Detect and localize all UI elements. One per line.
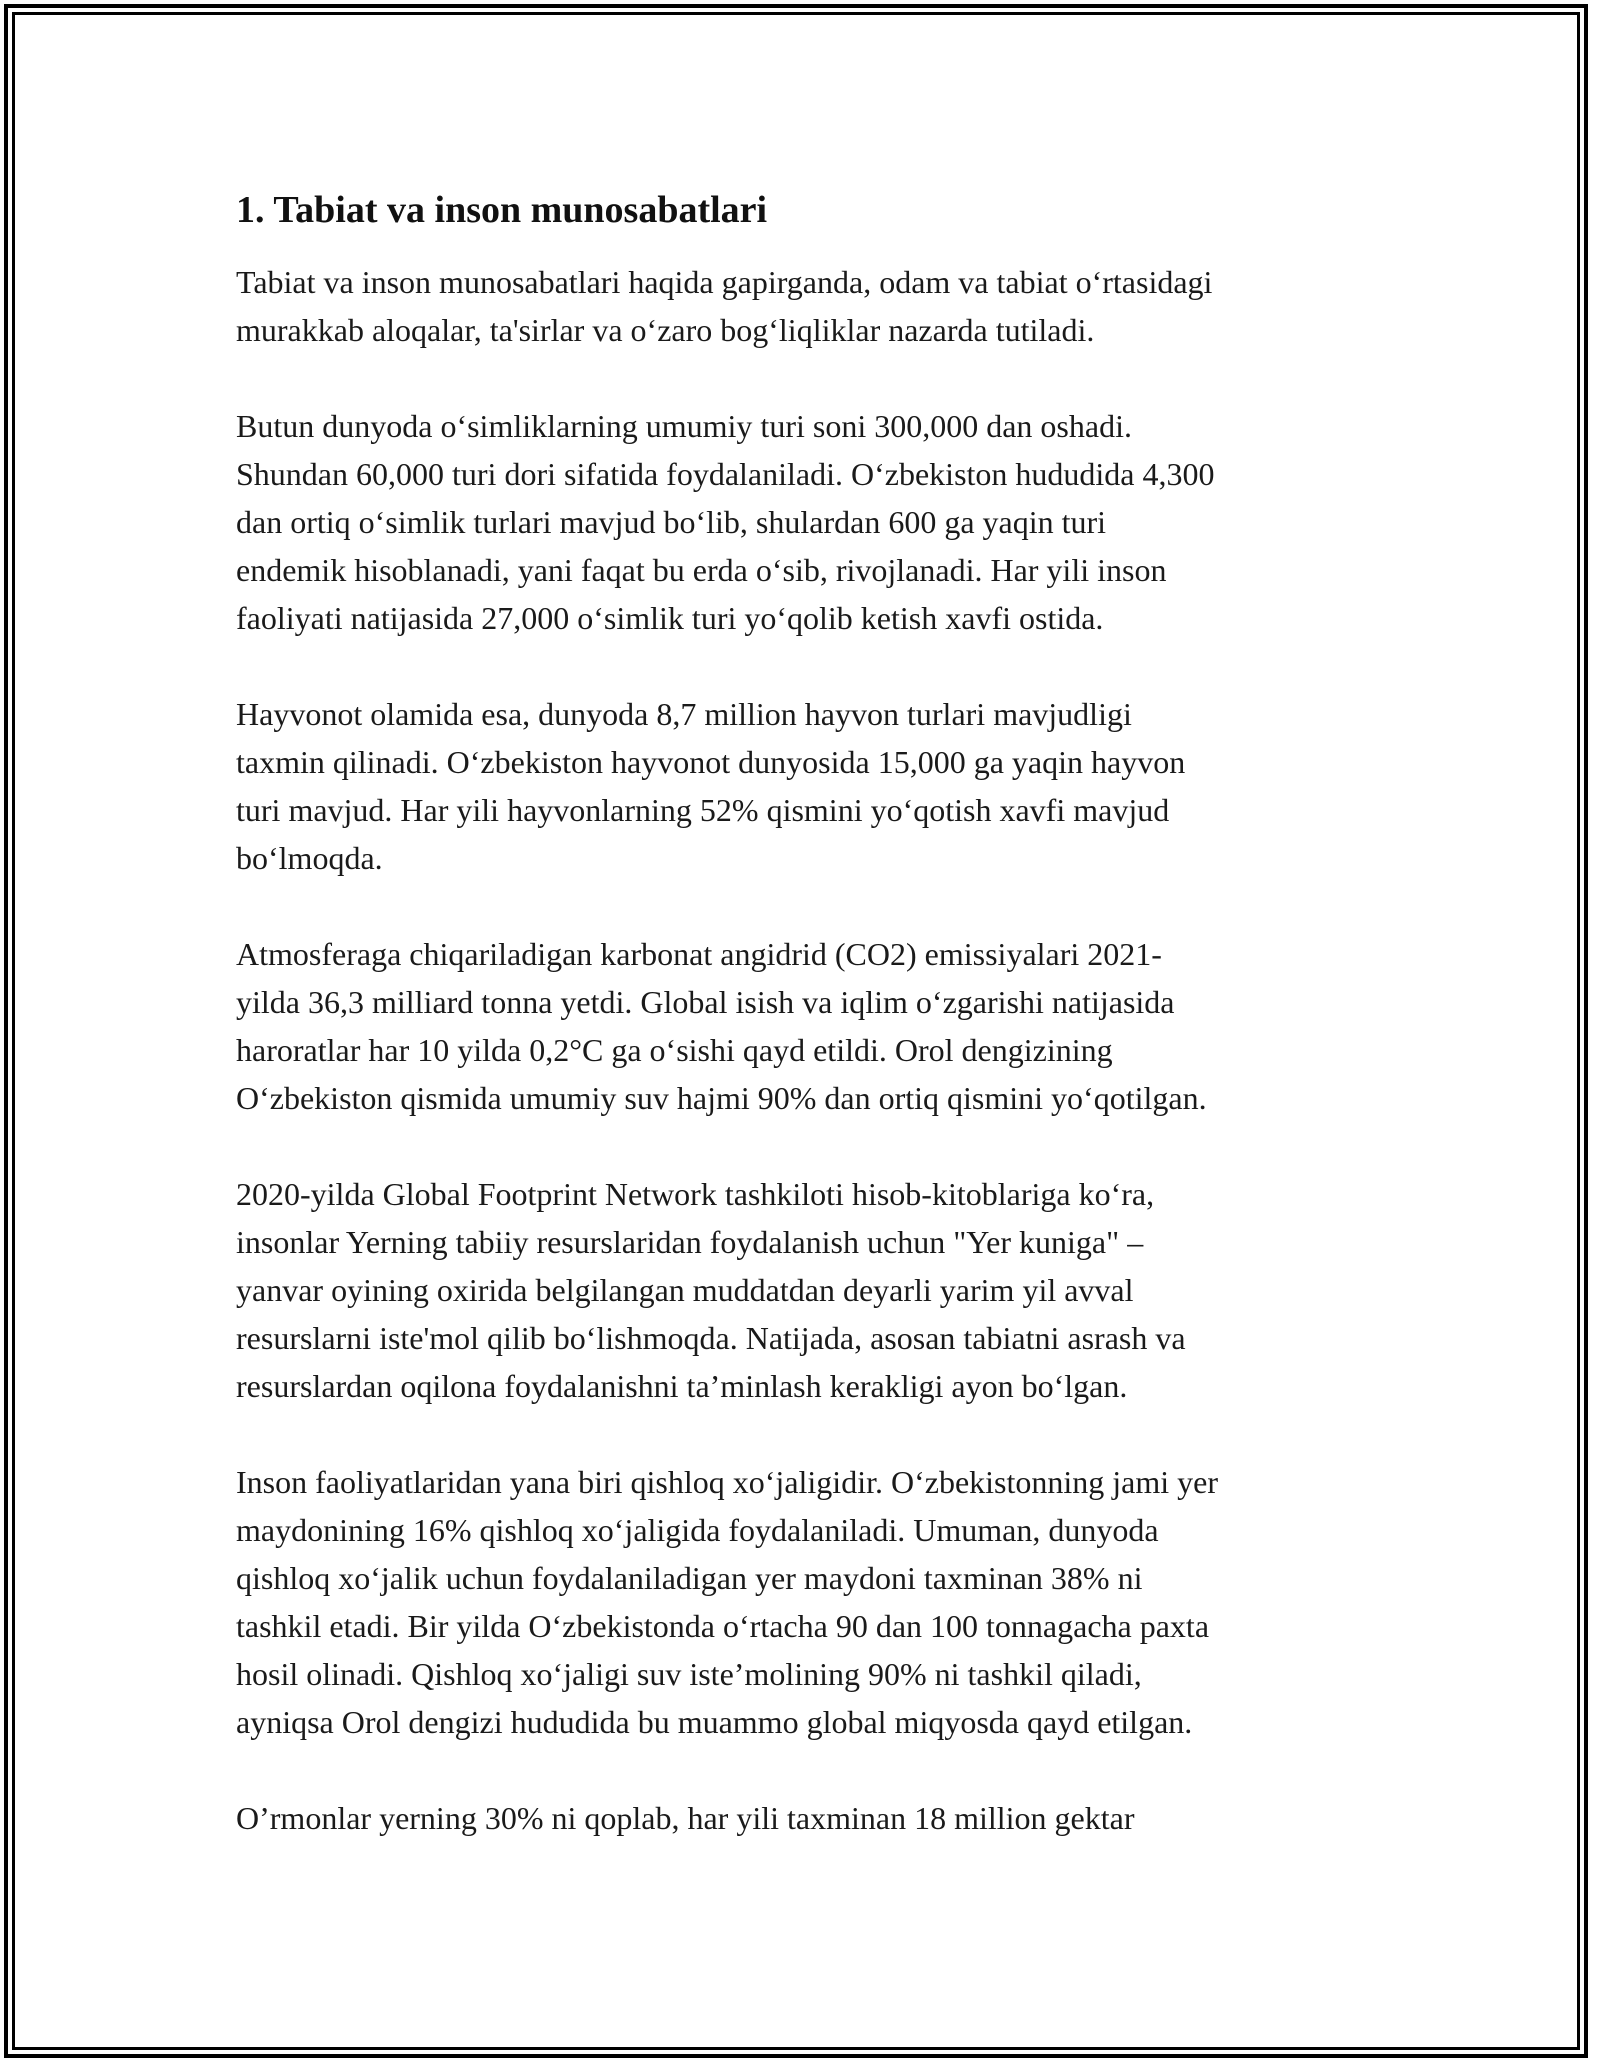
text-line: turi mavjud. Har yili hayvonlarning 52% qismini yoʻqotish xavfi mavjud: [236, 792, 1170, 828]
text-line: endemik hisoblanadi, yani faqat bu erda oʻsib, rivojlanadi. Har yili inson: [236, 552, 1167, 588]
text-line: murakkab aloqalar, ta'sirlar va oʻzaro bogʻliqliklar nazarda tutiladi.: [236, 312, 1095, 348]
text-line: hosil olinadi. Qishloq xoʻjaligi suv isteʼmolining 90% ni tashkil qiladi,: [236, 1656, 1142, 1692]
text-line: yanvar oyining oxirida belgilangan muddatdan deyarli yarim yil avval: [236, 1272, 1134, 1308]
paragraph-intro: [236, 258, 1376, 354]
text-line: maydonining 16% qishloq xoʻjaligida foydalaniladi. Umuman, dunyoda: [236, 1512, 1159, 1548]
paragraph-animals: [236, 690, 1376, 882]
text-line: Shundan 60,000 turi dori sifatida foydalaniladi. Oʻzbekiston hududida 4,300: [236, 456, 1215, 492]
text-line: tashkil etadi. Bir yilda Oʻzbekistonda oʻrtacha 90 dan 100 tonnagacha paxta: [236, 1608, 1210, 1644]
text-line: resurslardan oqilona foydalanishni taʼminlash kerakligi ayon boʻlgan.: [236, 1368, 1128, 1404]
section-heading: 1. Tabiat va inson munosabatlari: [236, 189, 768, 231]
text-line: insonlar Yerning tabiiy resurslaridan foydalanish uchun "Yer kuniga" –: [236, 1224, 1144, 1260]
text-line: yilda 36,3 milliard tonna yetdi. Global isish va iqlim oʻzgarishi natijasida: [236, 984, 1175, 1020]
text-line: ayniqsa Orol dengizi hududida bu muammo global miqyosda qayd etilgan.: [236, 1704, 1193, 1740]
paragraph-agriculture: [236, 1458, 1376, 1746]
text-line: faoliyati natijasida 27,000 oʻsimlik turi yoʻqolib ketish xavfi ostida.: [236, 600, 1104, 636]
text-line: taxmin qilinadi. Oʻzbekiston hayvonot dunyosida 15,000 ga yaqin hayvon: [236, 744, 1186, 780]
paragraph-emissions: [236, 930, 1376, 1122]
text-line: Inson faoliyatlaridan yana biri qishloq xoʻjaligidir. Oʻzbekistonning jami yer: [236, 1464, 1218, 1500]
text-line: Oʻzbekiston qismida umumiy suv hajmi 90% dan ortiq qismini yoʻqotilgan.: [236, 1080, 1207, 1116]
paragraph-footprint: [236, 1170, 1376, 1410]
text-line: haroratlar har 10 yilda 0,2°C ga oʻsishi qayd etildi. Orol dengizining: [236, 1032, 1113, 1068]
text-line: Tabiat va inson munosabatlari haqida gapirganda, odam va tabiat oʻrtasidagi: [236, 264, 1213, 300]
text-line: boʻlmoqda.: [236, 840, 383, 876]
text-line: resurslarni iste'mol qilib boʻlishmoqda. Natijada, asosan tabiatni asrash va: [236, 1320, 1186, 1356]
text-line: 2020-yilda Global Footprint Network tashkiloti hisob-kitoblariga koʻra,: [236, 1176, 1155, 1212]
paragraph-plants: [236, 402, 1376, 642]
text-line: Butun dunyoda oʻsimliklarning umumiy turi soni 300,000 dan oshadi.: [236, 408, 1132, 444]
text-line: Atmosferaga chiqariladigan karbonat angidrid (CO2) emissiyalari 2021-: [236, 936, 1162, 972]
text-line: Oʼrmonlar yerning 30% ni qoplab, har yili taxminan 18 million gektar: [236, 1800, 1135, 1836]
document-body: [236, 186, 1376, 1890]
text-line: dan ortiq oʻsimlik turlari mavjud boʻlib, shulardan 600 ga yaqin turi: [236, 504, 1107, 540]
paragraph-forests: [236, 1794, 1376, 1842]
text-line: qishloq xoʻjalik uchun foydalaniladigan yer maydoni taxminan 38% ni: [236, 1560, 1143, 1596]
text-line: Hayvonot olamida esa, dunyoda 8,7 million hayvon turlari mavjudligi: [236, 696, 1132, 732]
